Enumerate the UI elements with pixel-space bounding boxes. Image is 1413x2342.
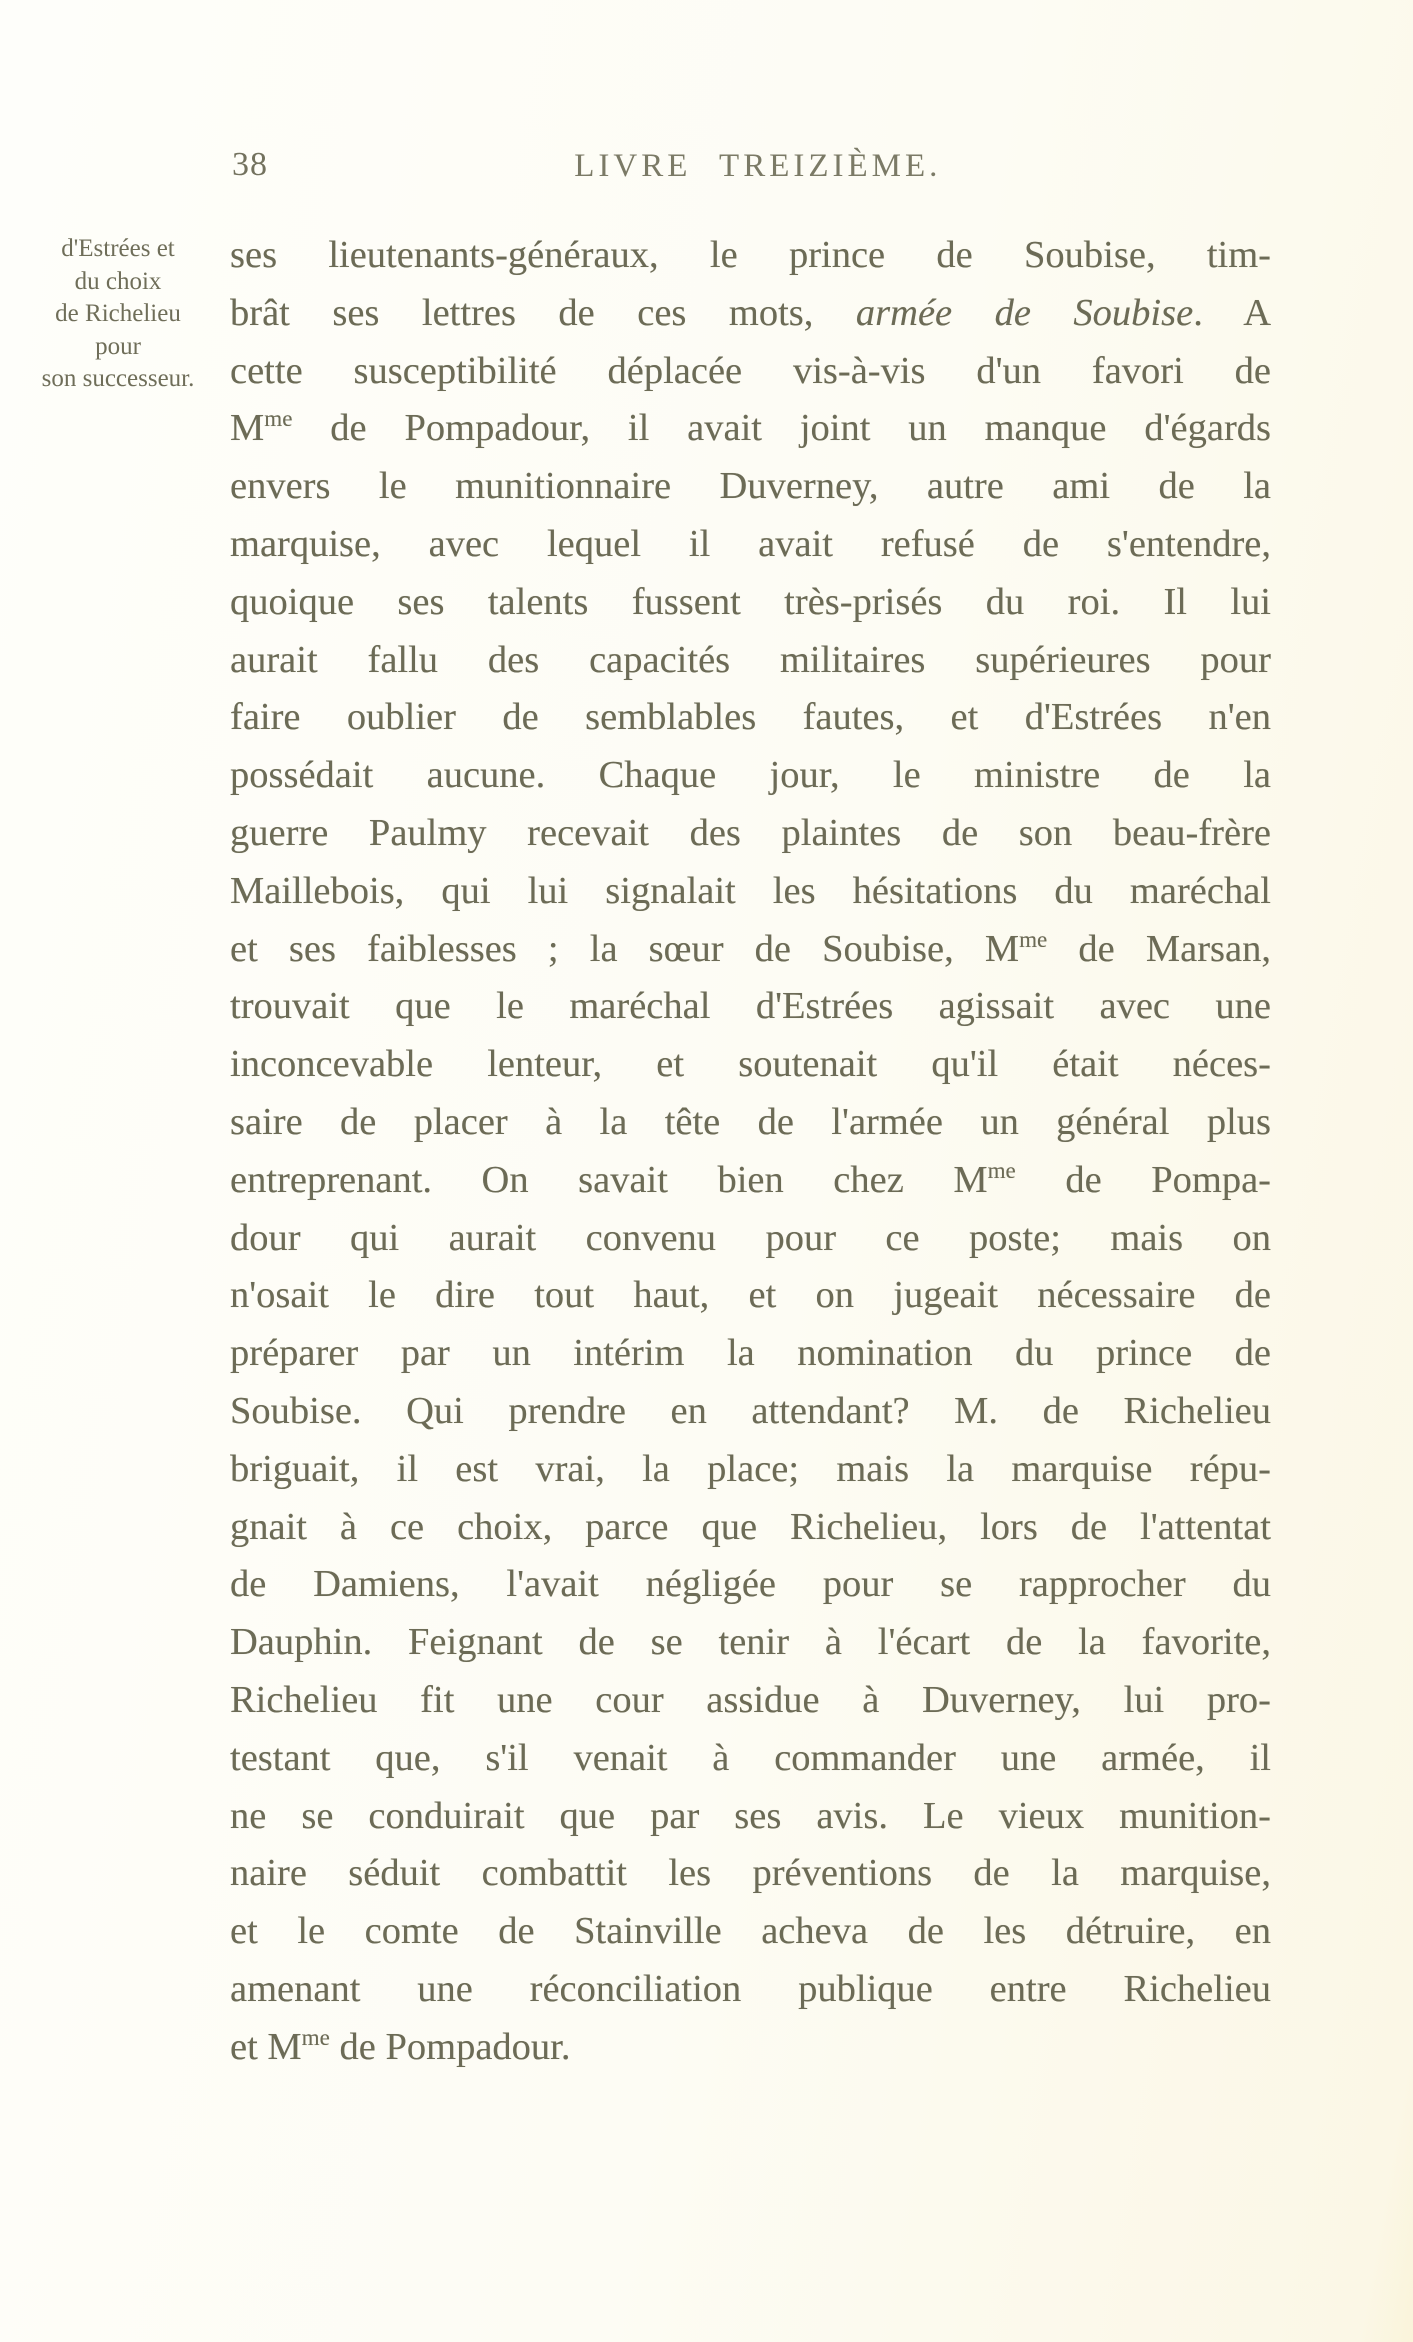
text-segment: aurait fallu des capacités militaires supérieures pour [230, 638, 1271, 681]
body-line [230, 574, 1271, 632]
text-segment: entreprenant. On savait bien chez M [230, 1158, 988, 1201]
body-line [230, 747, 1271, 805]
body-line [230, 1556, 1271, 1614]
body-line [230, 1845, 1271, 1903]
body-line [230, 1036, 1271, 1094]
body-line [230, 1325, 1271, 1383]
body-line [230, 1267, 1271, 1325]
body-text [230, 227, 1271, 2077]
body-line [230, 1441, 1271, 1499]
text-segment: préparer par un intérim la nomination du prince de [230, 1332, 1271, 1375]
body-line [230, 978, 1271, 1036]
page-header [230, 146, 1271, 188]
text-segment: cette susceptibilité déplacée vis-à-vis d'un favori de [230, 349, 1271, 392]
text-segment: gnait à ce choix, parce que Richelieu, lors de l'attentat [230, 1505, 1271, 1548]
text-segment: possédait aucune. Chaque jour, le ministre de la [230, 754, 1271, 797]
text-segment: dour qui aurait convenu pour ce poste; mais on [230, 1216, 1271, 1259]
text-segment: naire séduit combattit les préventions de la marquise, [230, 1852, 1271, 1895]
text-segment: de Marsan, [1047, 927, 1271, 970]
body-line [230, 1210, 1271, 1268]
text-segment: amenant une réconciliation publique entre Richelieu [230, 1967, 1271, 2010]
body-line [230, 863, 1271, 921]
superscript-text: me [264, 405, 293, 432]
text-segment: testant que, s'il venait à commander une armée, il [230, 1736, 1271, 1779]
body-line [230, 458, 1271, 516]
text-segment: de Damiens, l'avait négligée pour se rapprocher du [230, 1563, 1271, 1606]
running-title: LIVRE TREIZIÈME. [574, 148, 942, 184]
superscript-text: me [301, 2023, 330, 2050]
text-segment: et le comte de Stainville acheva de les détruire, en [230, 1910, 1271, 1953]
body-line [230, 285, 1271, 343]
margin-note-line: d'Estrées et [61, 235, 175, 262]
body-line [230, 227, 1271, 285]
text-segment: ses lieutenants-généraux, le prince de Soubise, tim- [230, 234, 1271, 276]
body-line [230, 689, 1271, 747]
text-segment: de Pompadour. [329, 2025, 571, 2068]
text-segment: marquise, avec lequel il avait refusé de s'entendre, [230, 522, 1271, 565]
text-segment: M [230, 407, 265, 450]
body-line [230, 516, 1271, 574]
text-segment: et ses faiblesses ; la sœur de Soubise, M [230, 927, 1020, 970]
body-line [230, 1094, 1271, 1152]
body-line [230, 1730, 1271, 1788]
text-segment: Dauphin. Feignant de se tenir à l'écart de la favorite, [230, 1621, 1271, 1664]
body-line [230, 1672, 1271, 1730]
italic-text: armée de Soubise [855, 291, 1194, 334]
text-segment: Maillebois, qui lui signalait les hésitations du maréchal [230, 869, 1271, 912]
body-line [230, 1499, 1271, 1557]
body-line [230, 343, 1271, 401]
body-line [230, 1903, 1271, 1961]
text-segment: envers le munitionnaire Duverney, autre ami de la [230, 465, 1271, 508]
text-segment: Soubise. Qui prendre en attendant? M. de Richelieu [230, 1389, 1271, 1432]
body-line [230, 400, 1271, 458]
margin-note-line: du choix [74, 267, 162, 295]
text-segment: briguait, il est vrai, la place; mais la marquise répu- [230, 1447, 1271, 1490]
superscript-text: me [987, 1156, 1016, 1183]
text-segment: . A [1193, 291, 1271, 334]
text-segment: inconcevable lenteur, et soutenait qu'il était néces- [230, 1043, 1271, 1086]
body-line [230, 1961, 1271, 2019]
text-segment: ne se conduirait que par ses avis. Le vieux munition- [230, 1794, 1271, 1837]
margin-note-line: de Richelieu [55, 300, 181, 328]
body-line [230, 1152, 1271, 1210]
body-line [230, 2019, 1271, 2077]
body-line [230, 1383, 1271, 1441]
text-segment: brât ses lettres de ces mots, [230, 291, 856, 334]
page-number: 38 [232, 146, 268, 183]
margin-note-line: son successeur. [41, 365, 195, 393]
margin-note-line: pour [95, 332, 141, 360]
text-segment: saire de placer à la tête de l'armée un général plus [230, 1100, 1271, 1143]
text-segment: Richelieu fit une cour assidue à Duverney, lui pro- [230, 1678, 1271, 1721]
margin-note [18, 233, 218, 396]
superscript-text: me [1019, 925, 1048, 952]
body-line [230, 1614, 1271, 1672]
body-line [230, 805, 1271, 863]
text-segment: faire oublier de semblables fautes, et d'Estrées n'en [230, 696, 1271, 739]
body-line [230, 921, 1271, 979]
text-segment: n'osait le dire tout haut, et on jugeait nécessaire de [230, 1274, 1271, 1317]
text-segment: et M [230, 2025, 302, 2068]
text-segment: de Pompa- [1015, 1158, 1271, 1201]
text-segment: quoique ses talents fussent très-prisés du roi. Il lui [230, 580, 1271, 623]
text-segment: trouvait que le maréchal d'Estrées agissait avec une [230, 985, 1271, 1028]
text-segment: guerre Paulmy recevait des plaintes de son beau-frère [230, 811, 1271, 854]
body-line [230, 1788, 1271, 1846]
body-line [230, 632, 1271, 690]
text-segment: de Pompadour, il avait joint un manque d'égards [292, 407, 1271, 450]
